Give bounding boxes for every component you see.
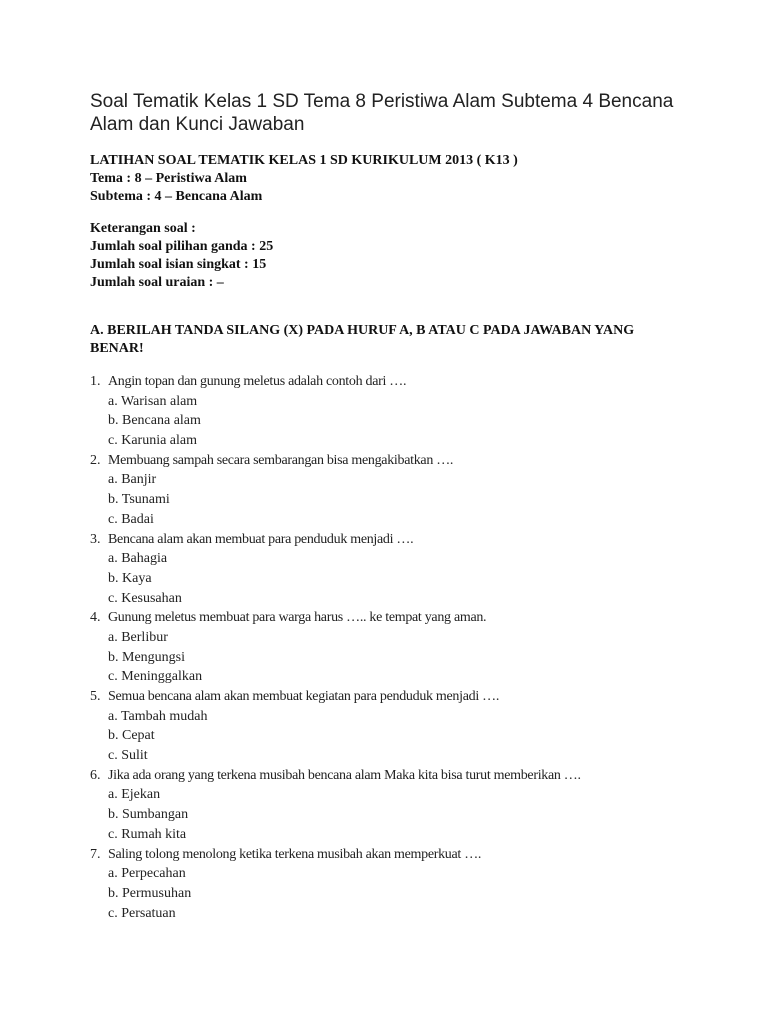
option-a: a. Banjir <box>108 472 157 488</box>
option-b: b. Cepat <box>108 728 155 744</box>
question-number: 1. <box>90 374 101 389</box>
question-item <box>90 687 730 766</box>
question-text: Angin topan dan gunung meletus adalah contoh dari …. <box>108 374 407 389</box>
option-c: c. Karunia alam <box>108 433 198 449</box>
question-text: Membuang sampah secara sembarangan bisa mengakibatkan …. <box>108 452 454 468</box>
question-item <box>90 766 730 845</box>
question-text: Jika ada orang yang terkena musibah bencana alam Maka kita bisa turut memberikan …. <box>108 767 581 783</box>
question-number: 5. <box>90 689 101 704</box>
option-a: a. Ejekan <box>108 787 161 803</box>
question-item <box>90 845 730 924</box>
keterangan-label: Keterangan soal : <box>90 221 196 236</box>
question-text: Bencana alam akan membuat para penduduk menjadi …. <box>108 531 414 547</box>
option-b: b. Kaya <box>108 570 152 586</box>
question-item <box>90 608 730 687</box>
document-title: Soal Tematik Kelas 1 SD Tema 8 Peristiwa Alam Subtema 4 Bencana Alam dan Kunci Jawaban <box>90 91 674 135</box>
subtema-line: Subtema : 4 – Bencana Alam <box>90 189 263 204</box>
option-c: c. Rumah kita <box>108 826 187 842</box>
question-list <box>90 372 730 923</box>
option-c: c. Badai <box>108 511 154 527</box>
jumlah-pilihan-ganda: Jumlah soal pilihan ganda : 25 <box>90 239 274 254</box>
question-item <box>90 530 730 609</box>
question-number: 7. <box>90 846 101 862</box>
jumlah-uraian: Jumlah soal uraian : – <box>90 275 224 290</box>
question-item <box>90 372 730 451</box>
question-number: 6. <box>90 767 101 783</box>
question-text: Saling tolong menolong ketika terkena musibah akan memperkuat …. <box>108 846 482 862</box>
option-a: a. Warisan alam <box>108 393 198 409</box>
question-number: 3. <box>90 531 101 547</box>
option-a: a. Perpecahan <box>108 866 186 882</box>
option-b: b. Tsunami <box>108 492 170 508</box>
option-a: a. Bahagia <box>108 551 168 567</box>
question-number: 4. <box>90 610 101 626</box>
option-c: c. Kesusahan <box>108 590 182 606</box>
option-b: b. Bencana alam <box>108 413 201 429</box>
option-c: c. Persatuan <box>108 905 176 921</box>
option-c: c. Sulit <box>108 748 148 764</box>
section-a-heading: A. BERILAH TANDA SILANG (X) PADA HURUF A, B ATAU C PADA JAWABAN YANG BENAR! <box>90 323 635 356</box>
option-b: b. Permusuhan <box>108 885 192 901</box>
option-b: b. Mengungsi <box>108 649 185 665</box>
option-c: c. Meninggalkan <box>108 669 203 685</box>
tema-line: Tema : 8 – Peristiwa Alam <box>90 171 247 186</box>
document-header <box>90 152 710 206</box>
keterangan-block <box>90 220 710 292</box>
question-item <box>90 451 730 530</box>
question-number: 2. <box>90 452 101 468</box>
latihan-heading: LATIHAN SOAL TEMATIK KELAS 1 SD KURIKULUM 2013 ( K13 ) <box>90 153 518 168</box>
jumlah-isian-singkat: Jumlah soal isian singkat : 15 <box>90 257 267 272</box>
question-text: Gunung meletus membuat para warga harus ….. ke tempat yang aman. <box>108 610 487 626</box>
question-text: Semua bencana alam akan membuat kegiatan para penduduk menjadi …. <box>108 689 500 704</box>
option-a: a. Tambah mudah <box>108 708 208 724</box>
option-b: b. Sumbangan <box>108 807 189 823</box>
option-a: a. Berlibur <box>108 629 168 645</box>
